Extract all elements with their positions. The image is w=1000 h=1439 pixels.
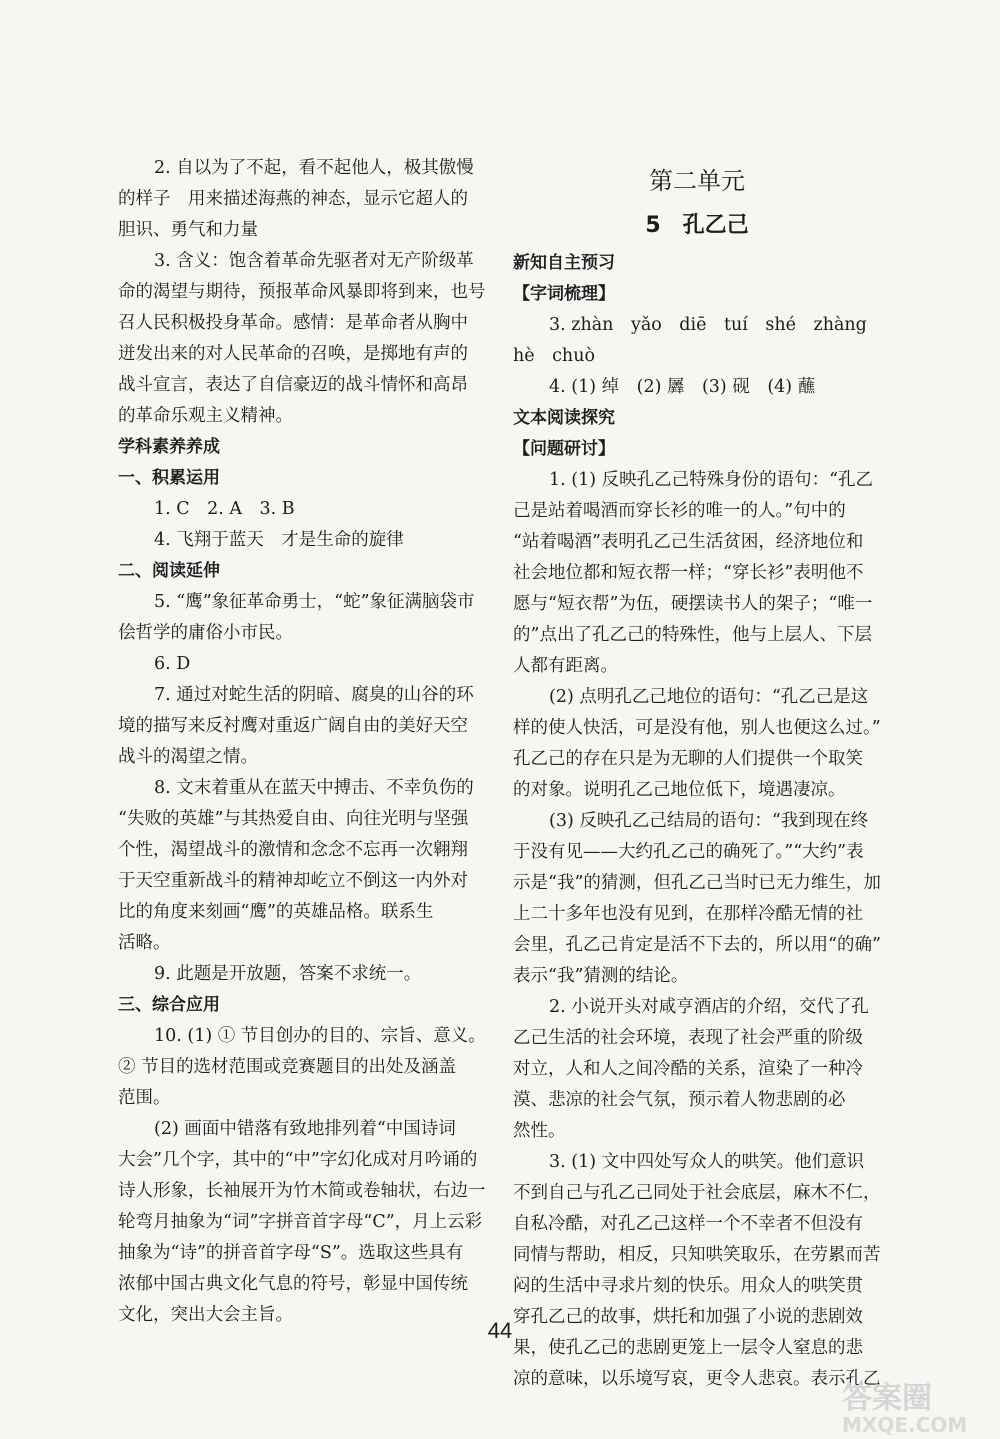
watermark-logo-text: 答案圈: [842, 1381, 932, 1416]
text-line: 诗人形象，长袖展开为竹木简或卷轴状，右边一: [118, 1181, 486, 1201]
text-line: 轮弯月抽象为“词”字拼音首字母“C”，月上云彩: [118, 1212, 483, 1232]
subsection-heading: 三、综合应用: [118, 995, 220, 1015]
text-line: “站着喝酒”表明孔乙己生活贫困，经济地位和: [513, 532, 864, 552]
text-line: 漠、悲凉的社会气氛，预示着人物悲剧的必: [513, 1090, 846, 1110]
text-line: 于天空重新战斗的精神却屹立不倒这一内外对: [118, 871, 468, 891]
text-line: 战斗宣言，表达了自信豪迈的战斗情怀和高昂: [118, 375, 468, 395]
pinyin-line: hè chuò: [513, 346, 596, 366]
text-line: 会里，孔乙己肯定是活不下去的，所以用“的确”: [513, 935, 881, 955]
text-line: 1. (1) 反映孔乙己特殊身份的语句：“孔乙: [549, 470, 874, 490]
text-line: 8. 文末着重从在蓝天中搏击、不幸负伤的: [154, 778, 474, 798]
text-line: “失败的英雄”与其热爱自由、向往光明与坚强: [118, 809, 469, 829]
section-heading: 学科素养养成: [118, 437, 220, 457]
text-line: 的样子 用来描述海燕的神态，显示它超人的: [118, 189, 468, 209]
text-line: 浓郁中国古典文化气息的符号，彰显中国传统: [118, 1274, 468, 1294]
text-line: 的对象。说明孔乙己地位低下，境遇凄凉。: [513, 780, 846, 800]
watermark-url: MXQE.COM: [842, 1413, 968, 1436]
text-line: 人都有距离。: [513, 656, 618, 676]
text-line: 侩哲学的庸俗小市民。: [118, 623, 293, 643]
text-line: 7. 通过对蛇生活的阴暗、腐臭的山谷的环: [154, 685, 474, 705]
text-line: 对立，人和人之间冷酷的关系，渲染了一种冷: [513, 1059, 863, 1079]
text-line: 同情与帮助，相反，只知哄笑取乐，在劳累而苦: [513, 1245, 881, 1265]
section-heading: 新知自主预习: [513, 253, 615, 273]
page-number: 44: [487, 1318, 513, 1343]
text-line: 愿与“短衣帮”为伍，硬摆读书人的架子；“唯一: [513, 594, 873, 614]
text-line: 穿孔乙己的故事，烘托和加强了小说的悲剧效: [513, 1307, 863, 1327]
text-line: 3. 含义：饱含着革命先驱者对无产阶级革: [154, 251, 474, 271]
lesson-title: 5 孔乙己: [645, 213, 749, 238]
text-line: ② 节目的选材范围或竞赛题目的出处及涵盖: [118, 1057, 457, 1077]
text-line: 己是站着喝酒而穿长衫的唯一的人。”句中的: [513, 501, 846, 521]
text-line: 迸发出来的对人民革命的召唤，是掷地有声的: [118, 344, 468, 364]
text-line: 闷的生活中寻求片刻的快乐。用众人的哄笑贯: [513, 1276, 863, 1296]
text-line: 文化，突出大会主旨。: [118, 1305, 293, 1325]
answer-line: 6. D: [154, 654, 191, 674]
text-line: 个性，渴望战斗的激情和念念不忘再一次翱翔: [118, 840, 468, 860]
section-heading: 文本阅读探究: [513, 408, 615, 428]
text-line: 召人民积极投身革命。感情：是革命者从胸中: [118, 313, 468, 333]
text-line: 的革命乐观主义精神。: [118, 406, 293, 426]
text-line: 大会”几个字，其中的“中”字幻化成对月吟诵的: [118, 1150, 478, 1170]
text-line: 示是“我”的猜测，但孔乙己当时已无力维生，加: [513, 873, 881, 893]
answer-line: 4. 飞翔于蓝天 才是生命的旋律: [154, 530, 404, 550]
text-line: (3) 反映孔乙己结局的语句：“我到现在终: [549, 811, 869, 831]
watermark-logo: [840, 1378, 992, 1436]
text-line: (2) 点明孔乙己地位的语句：“孔乙己是这: [549, 687, 869, 707]
bracket-heading: 【字词梳理】: [513, 284, 615, 304]
text-line: 果，使孔乙己的悲剧更笼上一层令人窒息的悲: [513, 1338, 863, 1358]
text-line: 范围。: [118, 1088, 171, 1108]
text-line: 抽象为“诗”的拼音首字母“S”。选取这些具有: [118, 1243, 464, 1263]
text-line: 3. (1) 文中四处写众人的哄笑。他们意识: [549, 1152, 865, 1172]
text-line: 不到自己与孔乙己同处于社会底层，麻木不仁，: [513, 1183, 881, 1203]
text-line: 于没有见——大约孔乙己的确死了。”“大约”表: [513, 842, 864, 862]
text-line: 战斗的渴望之情。: [118, 747, 258, 767]
subsection-heading: 一、积累运用: [118, 468, 220, 488]
answer-line: 4. (1) 绰 (2) 羼 (3) 砚 (4) 蘸: [549, 377, 816, 397]
text-line: 的”点出了孔乙己的特殊性，他与上层人、下层: [513, 625, 872, 645]
text-line: 然性。: [513, 1121, 566, 1141]
text-line: 自私冷酷，对孔乙己这样一个不幸者不但没有: [513, 1214, 863, 1234]
text-line: 样的使人快活，可是没有他，别人也便这么过。”: [513, 718, 881, 738]
bracket-heading: 【问题研讨】: [513, 439, 615, 459]
text-line: 5. “鹰”象征革命勇士，“蛇”象征满脑袋市: [154, 592, 475, 612]
text-line: 2. 自以为了不起，看不起他人，极其傲慢: [154, 158, 474, 178]
text-line: 活略。: [118, 933, 171, 953]
text-line: (2) 画面中错落有致地排列着“中国诗词: [154, 1119, 456, 1139]
text-line: 命的渴望与期待，预报革命风暴即将到来，也号: [118, 282, 486, 302]
text-line: 凉的意味，以乐境写哀，更令人悲哀。表示孔乙: [513, 1369, 881, 1389]
answer-line: 9. 此题是开放题，答案不求统一。: [154, 964, 422, 984]
subsection-heading: 二、阅读延伸: [118, 561, 220, 581]
text-line: 10. (1) ① 节目创办的目的、宗旨、意义。: [154, 1026, 486, 1046]
text-line: 境的描写来反衬鹰对重返广阔自由的美好天空: [118, 716, 468, 736]
text-line: 表示“我”猜测的结论。: [513, 966, 689, 986]
text-line: 胆识、勇气和力量: [118, 220, 258, 240]
text-line: 2. 小说开头对咸亨酒店的介绍，交代了孔: [549, 997, 869, 1017]
pinyin-line: 3. zhàn yǎo diē tuí shé zhàng: [549, 315, 867, 335]
text-line: 社会地位都和短衣帮一样；“穿长衫”表明他不: [513, 563, 864, 583]
text-line: 上二十多年也没有见到，在那样冷酷无情的社: [513, 904, 863, 924]
answer-line: 1. C 2. A 3. B: [154, 499, 295, 519]
text-line: 乙己生活的社会环境，表现了社会严重的阶级: [513, 1028, 863, 1048]
unit-title: 第二单元: [649, 167, 745, 195]
text-line: 孔乙己的存在只是为无聊的人们提供一个取笑: [513, 749, 863, 769]
text-line: 比的角度来刻画“鹰”的英雄品格。联系生: [118, 902, 434, 922]
